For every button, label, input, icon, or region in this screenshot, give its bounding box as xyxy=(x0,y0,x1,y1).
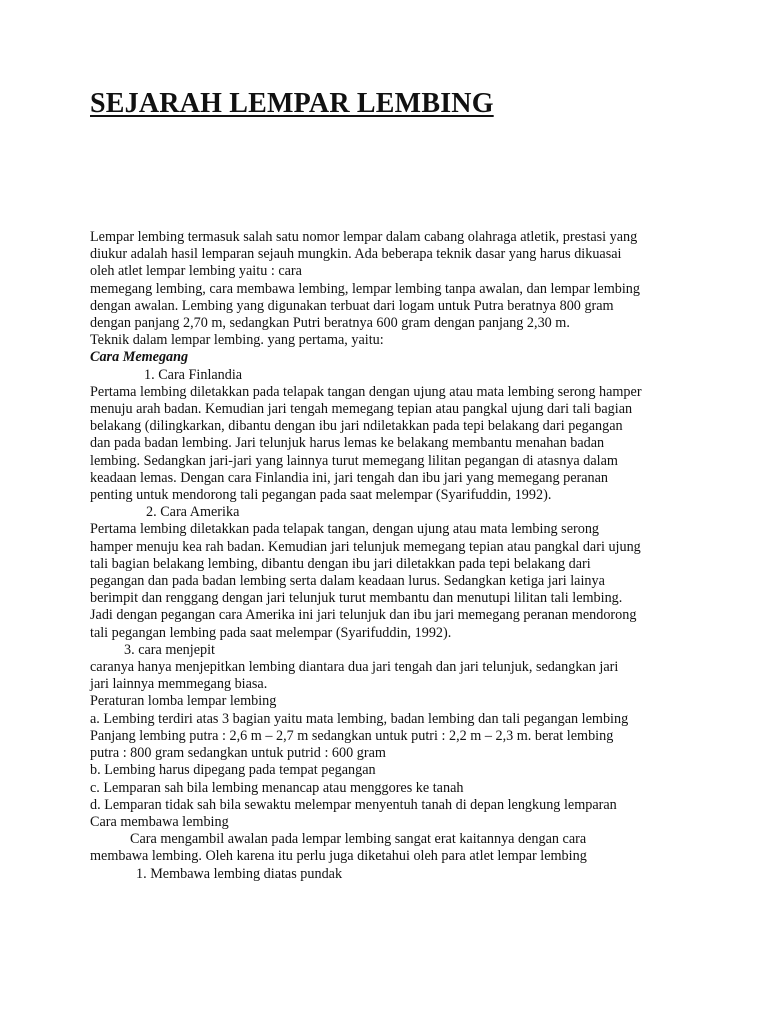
paragraph-line: diukur adalah hasil lemparan sejauh mungkin. Ada beberapa teknik dasar yang harus dikuasai xyxy=(90,246,622,263)
paragraph-line: dan pada badan lembing. Jari telunjuk harus lemas ke belakang membantu menahan badan xyxy=(90,435,605,452)
page-title: SEJARAH LEMPAR LEMBING xyxy=(90,88,494,119)
rule-item-b: b. Lembing harus dipegang pada tempat pegangan xyxy=(90,762,376,779)
list-item-membawa-diatas-pundak: 1. Membawa lembing diatas pundak xyxy=(136,865,343,882)
list-item-cara-menjepit: 3. cara menjepit xyxy=(124,641,215,658)
rule-item-c: c. Lemparan sah bila lembing menancap atau menggores ke tanah xyxy=(90,779,464,796)
paragraph-line: dengan panjang 2,70 m, sedangkan Putri beratnya 600 gram dengan panjang 2,30 m. xyxy=(90,315,570,332)
paragraph-line: membawa lembing. Oleh karena itu perlu juga diketahui oleh para atlet lempar lembing xyxy=(90,848,587,865)
paragraph-line: dengan awalan. Lembing yang digunakan terbuat dari logam untuk Putra beratnya 800 gram xyxy=(90,297,614,314)
section-heading-cara-memegang: Cara Memegang xyxy=(90,349,189,366)
list-item-cara-amerika: 2. Cara Amerika xyxy=(146,504,240,521)
paragraph-line: Panjang lembing putra : 2,6 m – 2,7 m sedangkan untuk putri : 2,2 m – 2,3 m. berat lembing xyxy=(90,727,614,744)
paragraph-line: Pertama lembing diletakkan pada telapak tangan dengan ujung atau mata lembing serong hamper xyxy=(90,383,642,400)
paragraph-line: Lempar lembing termasuk salah satu nomor lempar dalam cabang olahraga atletik, prestasi yang xyxy=(90,229,638,245)
paragraph-line: penting untuk mendorong tali pegangan pada saat melempar (Syarifuddin, 1992). xyxy=(90,487,552,504)
paragraph-line: tali pegangan lembing pada saat melempar (Syarifuddin, 1992). xyxy=(90,624,452,641)
paragraph-line: lembing. Sedangkan jari-jari yang lainnya turut memegang lilitan pegangan di atasnya dalam xyxy=(90,452,618,469)
paragraph-line: menuju arah badan. Kemudian jari tengah memegang tepian atau pangkal ujung dari tali bagian xyxy=(90,401,633,418)
paragraph-line: Teknik dalam lempar lembing. yang pertama, yaitu: xyxy=(90,332,384,349)
paragraph-line: hamper menuju kea rah badan. Kemudian jari telunjuk memegang tepian atau pangkal dari ujung xyxy=(90,538,641,555)
paragraph-line: belakang (dilingkarkan, dibantu dengan ibu jari ndiletakkan pada tepi belakang dari pegangan xyxy=(90,418,623,435)
paragraph-line: putra : 800 gram sedangkan untuk putrid : 600 gram xyxy=(90,745,386,762)
paragraph-line: pegangan dan pada badan lembing serta dalam keadaan lurus. Sedangkan ketiga jari lainya xyxy=(90,573,605,590)
paragraph-line: oleh atlet lempar lembing yaitu : cara xyxy=(90,263,302,280)
paragraph-line: tali bagian belakang lembing, dibantu dengan ibu jari diletakkan pada tepi belakang dari xyxy=(90,555,591,572)
list-item-cara-finlandia: 1. Cara Finlandia xyxy=(144,366,243,383)
paragraph-line: Cara mengambil awalan pada lempar lembing sangat erat kaitannya dengan cara xyxy=(130,831,587,848)
paragraph-line: jari lainnya memmegang biasa. xyxy=(90,676,268,693)
paragraph-line: Pertama lembing diletakkan pada telapak tangan, dengan ujung atau mata lembing serong xyxy=(90,521,600,538)
paragraph-line: keadaan lemas. Dengan cara Finlandia ini, jari tengah dan ibu jari yang memegang peranan xyxy=(90,469,609,486)
section-heading-cara-membawa: Cara membawa lembing xyxy=(90,813,229,830)
paragraph-line: Jadi dengan pegangan cara Amerika ini jari telunjuk dan ibu jari memegang peranan mendorong xyxy=(90,607,637,624)
rule-item-a: a. Lembing terdiri atas 3 bagian yaitu mata lembing, badan lembing dan tali pegangan lembing xyxy=(90,710,629,727)
paragraph-line: memegang lembing, cara membawa lembing, lempar lembing tanpa awalan, dan lempar lembing xyxy=(90,280,640,297)
rule-item-d: d. Lemparan tidak sah bila sewaktu melempar menyentuh tanah di depan lengkung lemparan xyxy=(90,796,617,813)
paragraph-line: caranya hanya menjepitkan lembing diantara dua jari tengah dan jari telunjuk, sedangkan jari xyxy=(90,659,619,676)
paragraph-line: berimpit dan renggang dengan jari telunjuk turut membantu dan menutupi lilitan tali lembing. xyxy=(90,590,623,607)
document-body xyxy=(90,229,690,883)
section-heading-peraturan: Peraturan lomba lempar lembing xyxy=(90,693,277,710)
